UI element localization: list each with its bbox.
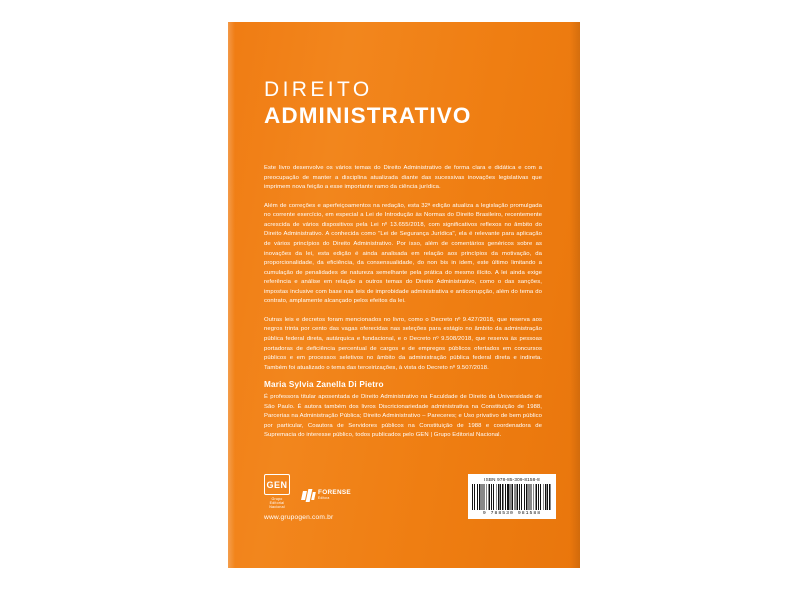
isbn-text: ISBN 978-85-309-8158-8 bbox=[484, 477, 540, 482]
forense-logo bbox=[302, 489, 351, 504]
gen-logo-mark: GEN bbox=[264, 474, 290, 495]
author-name: Maria Sylvia Zanella Di Pietro bbox=[264, 380, 384, 389]
cover-title bbox=[264, 78, 544, 129]
title-line-secondary: ADMINISTRATIVO bbox=[264, 103, 472, 129]
forense-subtitle: Editora bbox=[318, 496, 330, 501]
title-line-primary: DIREITO bbox=[264, 78, 373, 101]
forense-mark-icon bbox=[302, 489, 315, 502]
book-back-cover bbox=[228, 22, 580, 568]
author-bio: É professora titular aposentada de Direito Administrativo na Faculdade de Direito da Universidade de São Paulo. É autora também dos livros Discricionariedade administrativa na Constituição de 1988, Parcerias na Administração Pública; Direito Administrativo – Pareceres; e Uso privativo de bem público por particular, Coautora de Servidores públicos na Constituição de 1988 e coordenadora de Supremacia do interesse público, todos publicados pelo GEN | Grupo Editorial Nacional. bbox=[264, 394, 542, 439]
blurb-paragraph: Este livro desenvolve os vários temas do Direito Administrativo de forma clara e didática e com a preocupação de manter a disciplina atualizada diante das sucessivas inovações legislativas que imprimem nova feição a esse importante ramo da ciência jurídica. bbox=[264, 165, 542, 191]
publisher-logos bbox=[264, 474, 351, 509]
gen-logo-subtitle: Grupo Editorial Nacional bbox=[269, 497, 285, 509]
author-section bbox=[264, 380, 542, 441]
forense-name: FORENSE bbox=[318, 489, 351, 497]
gen-logo bbox=[264, 474, 290, 509]
blurb-paragraph: Outras leis e decretos foram mencionados no livro, como o Decreto nº 9.427/2018, que reserva aos negros trinta por cento das vagas oferecidas nas seleções para estágio no âmbito da administração pública federal direta, autárquica e fundacional, e o Decreto nº 9.508/2018, que reserva às pessoas portadoras de deficiência percentual de cargos e de empregos públicos ofertados em concursos públicos e em processos seletivos no âmbito da administração pública federal direta e indireta. Também foi atualizado o tema das terceirizações, à vista do Decreto nº 9.507/2018. bbox=[264, 316, 542, 371]
cover-blurb bbox=[264, 164, 542, 382]
isbn-barcode bbox=[468, 474, 556, 519]
blurb-paragraph: Além de correções e aperfeiçoamentos na redação, esta 32ª edição atualiza a legislação promulgada no corrente exercício, em especial a Lei de Introdução às Normas do Direito Brasileiro, recentemente acrescida de vários dispositivos pela Lei nº 13.655/2018, com significativos reflexos no âmbito do Direito Administrativo. A conhecida como "Lei de Segurança Jurídica", ela é relevante para aplicação de vários princípios do Direito Administrativo. Por isso, além de comentários genéricos sobre as inovações da lei, esta edição é ainda analisada em relação aos princípios da motivação, da proporcionalidade, da eficiência, da consensualidade, do non bis in idem, este último limitando a cumulação de penalidades de natureza semelhante pela prática do mesmo ilícito. A lei ainda exige referência e análise em relação a outros temas do Direito Administrativo, como o das sanções, impostas inclusive com base nas leis de improbidade administrativa e anticorrupção, além do tema do contrato, amplamente alcançado pelos efeitos da lei. bbox=[264, 202, 542, 305]
forense-logo-text bbox=[318, 490, 351, 500]
barcode-bars-icon bbox=[472, 484, 552, 510]
barcode-digits: 9 788530 981588 bbox=[482, 511, 542, 516]
publisher-website: www.grupogen.com.br bbox=[264, 514, 334, 521]
